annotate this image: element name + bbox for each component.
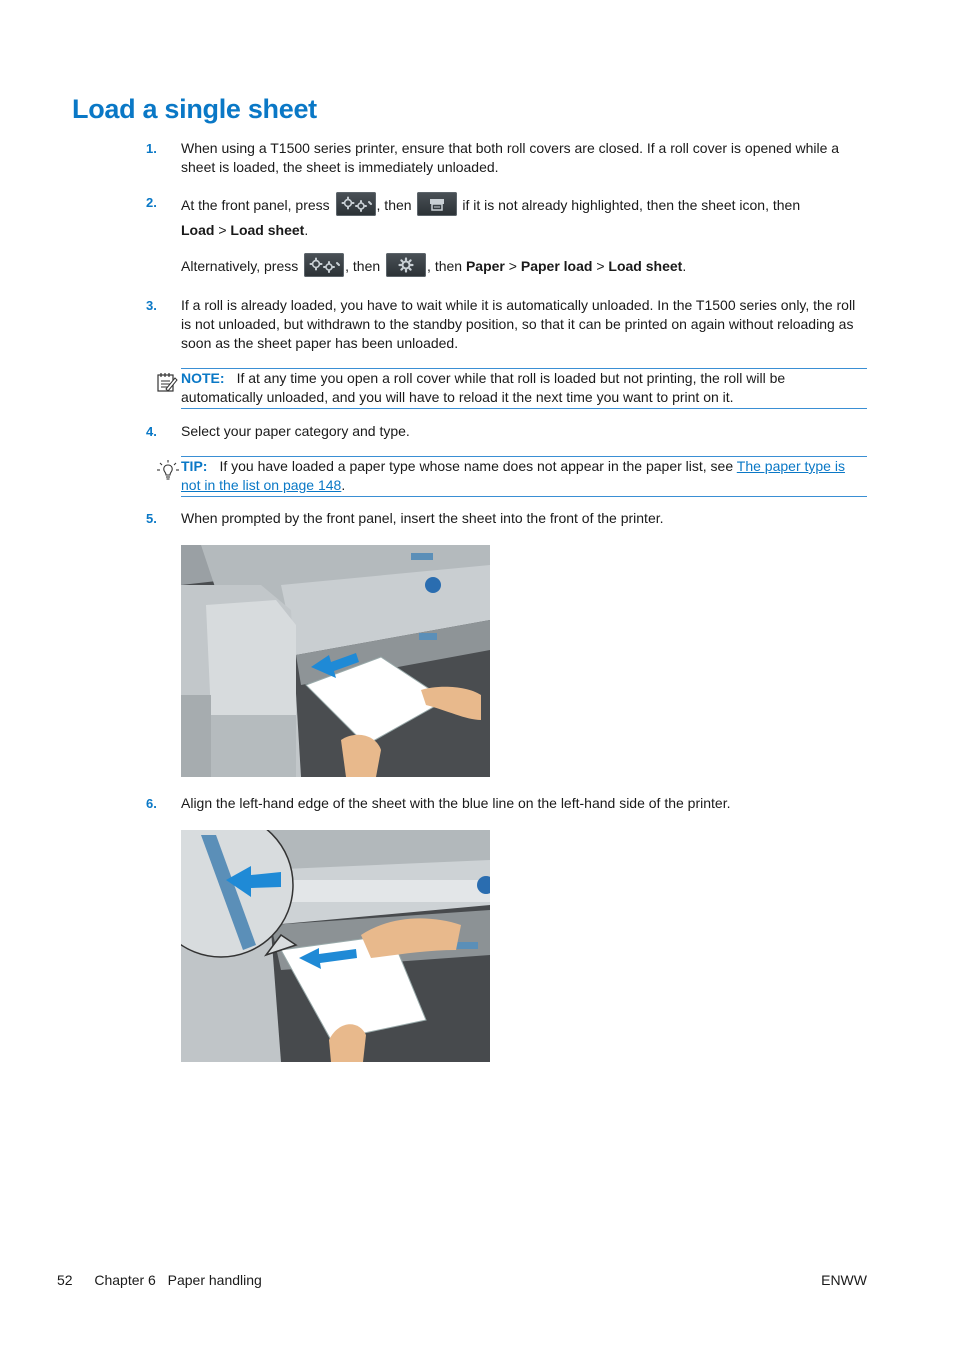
step-2	[146, 193, 868, 243]
section-label: Paper handling	[167, 1272, 262, 1288]
step-4	[146, 422, 868, 441]
paper-tray-icon	[417, 192, 457, 216]
gear-icon	[386, 253, 426, 277]
step-number: 1.	[146, 141, 157, 156]
step-2-alternative	[146, 257, 868, 277]
page-number: 52	[57, 1272, 73, 1288]
menu-paper: Paper	[465, 258, 505, 274]
step-text: If a roll is already loaded, you have to wait while it is automatically unloaded. In the T1500 series only, the roll is not unloaded, but withdrawn to the standby position, so that it can be printed on again without reloading as soon as the sheet paper has been unloaded.	[181, 297, 856, 351]
text-part: if it is not already highlighted, then the sheet icon, then	[462, 197, 801, 213]
lightbulb-icon	[156, 459, 180, 488]
step-number: 5.	[146, 511, 157, 526]
step-3	[146, 296, 868, 353]
menu-paper-load: Paper load	[520, 258, 593, 274]
note-pad-icon	[156, 371, 178, 398]
step-number: 2.	[146, 195, 157, 210]
footer-right: ENWW	[821, 1272, 867, 1288]
tip-label: TIP:	[181, 458, 208, 474]
menu-load-sheet: Load sheet	[230, 222, 305, 238]
text-part: , then	[376, 197, 412, 213]
step-text	[181, 193, 868, 243]
period: .	[304, 222, 309, 238]
tip-text: If you have loaded a paper type whose name does not appear in the paper list, see	[219, 458, 734, 474]
settings-gears-icon	[336, 192, 376, 216]
text-part: Alternatively, press	[181, 258, 299, 274]
printer-insert-sheet-illustration	[181, 545, 490, 777]
step-text: When prompted by the front panel, insert the sheet into the front of the printer.	[181, 510, 664, 526]
text-part: At the front panel, press	[181, 197, 330, 213]
tip-link[interactable]: The paper type is not in the list on page 148	[181, 458, 845, 493]
note-label: NOTE:	[181, 370, 225, 386]
step-text: Align the left-hand edge of the sheet with the blue line on the left-hand side of the printer.	[181, 795, 731, 811]
separator: >	[596, 258, 605, 274]
text-part: , then	[345, 258, 381, 274]
printer-align-sheet-illustration	[181, 830, 490, 1062]
step-text: When using a T1500 series printer, ensure that both roll covers are closed. If a roll cover is opened while a sheet is loaded, the sheet is immediately unloaded.	[181, 140, 840, 175]
note-box	[181, 368, 867, 409]
step-6	[146, 794, 868, 813]
step-text	[181, 257, 868, 277]
settings-gears-icon	[304, 253, 344, 277]
page-title: Load a single sheet	[72, 94, 317, 124]
note-text: If at any time you open a roll cover while that roll is loaded but not printing, the roll will be automatically unloaded, and you will have to reload it the next time you want to print on it.	[181, 370, 786, 405]
step-5	[146, 509, 868, 528]
menu-load: Load	[181, 222, 215, 238]
footer-left	[57, 1271, 262, 1290]
separator: >	[508, 258, 517, 274]
step-text: Select your paper category and type.	[181, 423, 410, 439]
step-number: 6.	[146, 796, 157, 811]
period: .	[341, 477, 346, 493]
step-number: 3.	[146, 298, 157, 313]
tip-box	[181, 456, 867, 497]
chapter-label: Chapter 6	[94, 1272, 156, 1288]
period: .	[682, 258, 687, 274]
text-part: , then	[427, 258, 463, 274]
step-1	[146, 139, 868, 177]
menu-load-sheet: Load sheet	[608, 258, 683, 274]
step-number: 4.	[146, 424, 157, 439]
separator: >	[218, 222, 227, 238]
